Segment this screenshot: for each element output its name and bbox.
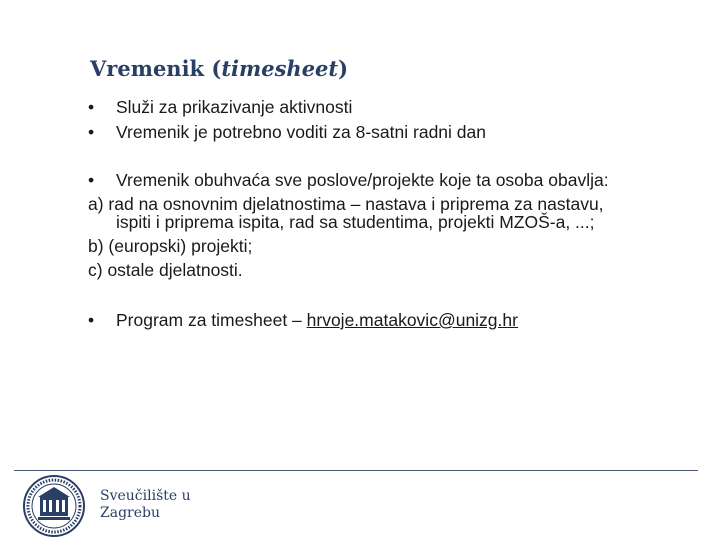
footer-divider [14, 470, 698, 471]
slide-title: Vremenik (timesheet) [90, 56, 349, 81]
list-item-a: a) rad na osnovnim djelatnostima – nastava i priprema za nastavu, [88, 194, 604, 214]
bullet-text: Vremenik obuhvaća sve poslove/projekte koje ta osoba obavlja: [116, 170, 609, 190]
list-item-c: c) ostale djelatnosti. [88, 260, 243, 280]
bullet-text: Služi za prikazivanje aktivnosti [116, 97, 353, 117]
bullet-item: • Vremenik je potrebno voditi za 8-satni radni dan [88, 122, 486, 142]
university-seal-icon [22, 474, 86, 538]
bullet-item: • Program za timesheet – hrvoje.matakovic@unizg.hr [88, 310, 518, 330]
list-item-a-continued: ispiti i priprema ispita, rad sa studentima, projekti MZOŠ-a, ...; [116, 212, 595, 232]
bullet-item: • Vremenik obuhvaća sve poslove/projekte koje ta osoba obavlja: [88, 170, 609, 190]
list-item-b: b) (europski) projekti; [88, 236, 253, 256]
university-logo-text: Sveučilište u Zagrebu [100, 488, 191, 521]
bullet-item: • Služi za prikazivanje aktivnosti [88, 97, 353, 117]
program-text: Program za timesheet – [116, 310, 307, 330]
bullet-text: Vremenik je potrebno voditi za 8-satni radni dan [116, 122, 486, 142]
email-link[interactable]: hrvoje.matakovic@unizg.hr [306, 310, 518, 330]
